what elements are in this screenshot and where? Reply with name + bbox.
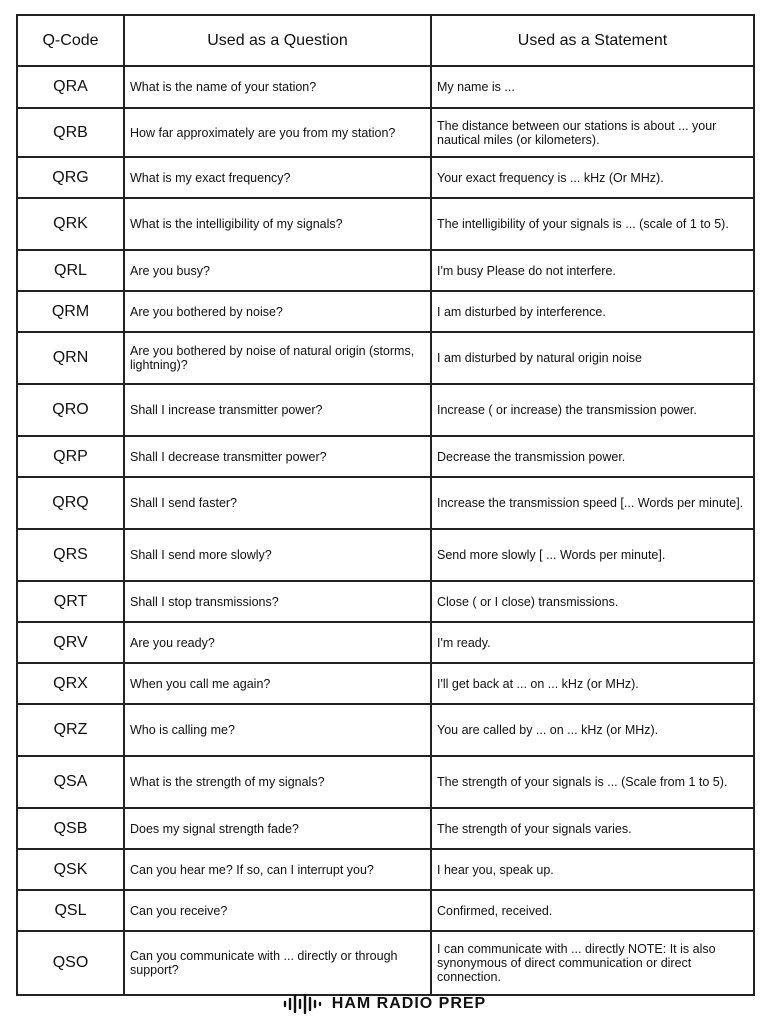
code-cell: QRQ [17, 477, 124, 529]
question-cell: Does my signal strength fade? [124, 808, 431, 849]
code-cell: QRG [17, 157, 124, 198]
statement-cell: Confirmed, received. [431, 890, 754, 931]
footer [0, 990, 768, 1018]
statement-cell: The strength of your signals varies. [431, 808, 754, 849]
waveform-icon [282, 993, 324, 1015]
table-row [17, 849, 754, 890]
code-cell: QSO [17, 931, 124, 995]
statement-cell: Increase the transmission speed [... Words per minute]. [431, 477, 754, 529]
statement-cell: I'm ready. [431, 622, 754, 663]
table-row [17, 756, 754, 808]
code-cell: QRS [17, 529, 124, 581]
table-row [17, 477, 754, 529]
code-cell: QRM [17, 291, 124, 332]
table-row [17, 108, 754, 157]
statement-cell: Increase ( or increase) the transmission power. [431, 384, 754, 436]
question-cell: What is the intelligibility of my signals? [124, 198, 431, 250]
code-cell: QRT [17, 581, 124, 622]
question-cell: What is the strength of my signals? [124, 756, 431, 808]
question-cell: What is my exact frequency? [124, 157, 431, 198]
code-cell: QSK [17, 849, 124, 890]
table-row [17, 931, 754, 995]
table-row [17, 66, 754, 108]
statement-cell: Decrease the transmission power. [431, 436, 754, 477]
question-cell: When you call me again? [124, 663, 431, 704]
table-row [17, 890, 754, 931]
question-cell: Are you busy? [124, 250, 431, 291]
code-cell: QRA [17, 66, 124, 108]
question-cell: Are you ready? [124, 622, 431, 663]
header-q-code: Q-Code [17, 15, 124, 66]
table-row [17, 332, 754, 384]
question-cell: Can you communicate with ... directly or through support? [124, 931, 431, 995]
code-cell: QRK [17, 198, 124, 250]
statement-cell: I'll get back at ... on ... kHz (or MHz). [431, 663, 754, 704]
question-cell: Who is calling me? [124, 704, 431, 756]
code-cell: QRN [17, 332, 124, 384]
code-cell: QRO [17, 384, 124, 436]
statement-cell: I am disturbed by natural origin noise [431, 332, 754, 384]
statement-cell: I hear you, speak up. [431, 849, 754, 890]
question-cell: Shall I send faster? [124, 477, 431, 529]
statement-cell: My name is ... [431, 66, 754, 108]
header-question: Used as a Question [124, 15, 431, 66]
question-cell: Shall I increase transmitter power? [124, 384, 431, 436]
table-row [17, 198, 754, 250]
question-cell: Can you receive? [124, 890, 431, 931]
code-cell: QRX [17, 663, 124, 704]
code-cell: QSB [17, 808, 124, 849]
q-code-table [16, 14, 755, 996]
question-cell: Are you bothered by noise? [124, 291, 431, 332]
table-row [17, 581, 754, 622]
code-cell: QRV [17, 622, 124, 663]
code-cell: QRP [17, 436, 124, 477]
table-row [17, 704, 754, 756]
table-row [17, 250, 754, 291]
question-cell: Shall I decrease transmitter power? [124, 436, 431, 477]
statement-cell: I can communicate with ... directly NOTE: It is also synonymous of direct communication or direct connection. [431, 931, 754, 995]
code-cell: QSL [17, 890, 124, 931]
table-row [17, 157, 754, 198]
table-row [17, 436, 754, 477]
question-cell: What is the name of your station? [124, 66, 431, 108]
table-row [17, 529, 754, 581]
statement-cell: The distance between our stations is about ... your nautical miles (or kilometers). [431, 108, 754, 157]
statement-cell: Close ( or I close) transmissions. [431, 581, 754, 622]
table-row [17, 384, 754, 436]
statement-cell: Send more slowly [ ... Words per minute]. [431, 529, 754, 581]
header-statement: Used as a Statement [431, 15, 754, 66]
table-row [17, 622, 754, 663]
statement-cell: Your exact frequency is ... kHz (Or MHz). [431, 157, 754, 198]
header-row [17, 15, 754, 66]
question-cell: Are you bothered by noise of natural origin (storms, lightning)? [124, 332, 431, 384]
statement-cell: The strength of your signals is ... (Scale from 1 to 5). [431, 756, 754, 808]
code-cell: QRL [17, 250, 124, 291]
question-cell: Can you hear me? If so, can I interrupt you? [124, 849, 431, 890]
code-cell: QSA [17, 756, 124, 808]
table-row [17, 291, 754, 332]
statement-cell: The intelligibility of your signals is ... (scale of 1 to 5). [431, 198, 754, 250]
statement-cell: I am disturbed by interference. [431, 291, 754, 332]
question-cell: Shall I send more slowly? [124, 529, 431, 581]
code-cell: QRB [17, 108, 124, 157]
brand-name: HAM RADIO PREP [331, 995, 487, 1012]
table-row [17, 663, 754, 704]
code-cell: QRZ [17, 704, 124, 756]
question-cell: Shall I stop transmissions? [124, 581, 431, 622]
statement-cell: You are called by ... on ... kHz (or MHz). [431, 704, 754, 756]
table-row [17, 808, 754, 849]
statement-cell: I'm busy Please do not interfere. [431, 250, 754, 291]
question-cell: How far approximately are you from my station? [124, 108, 431, 157]
